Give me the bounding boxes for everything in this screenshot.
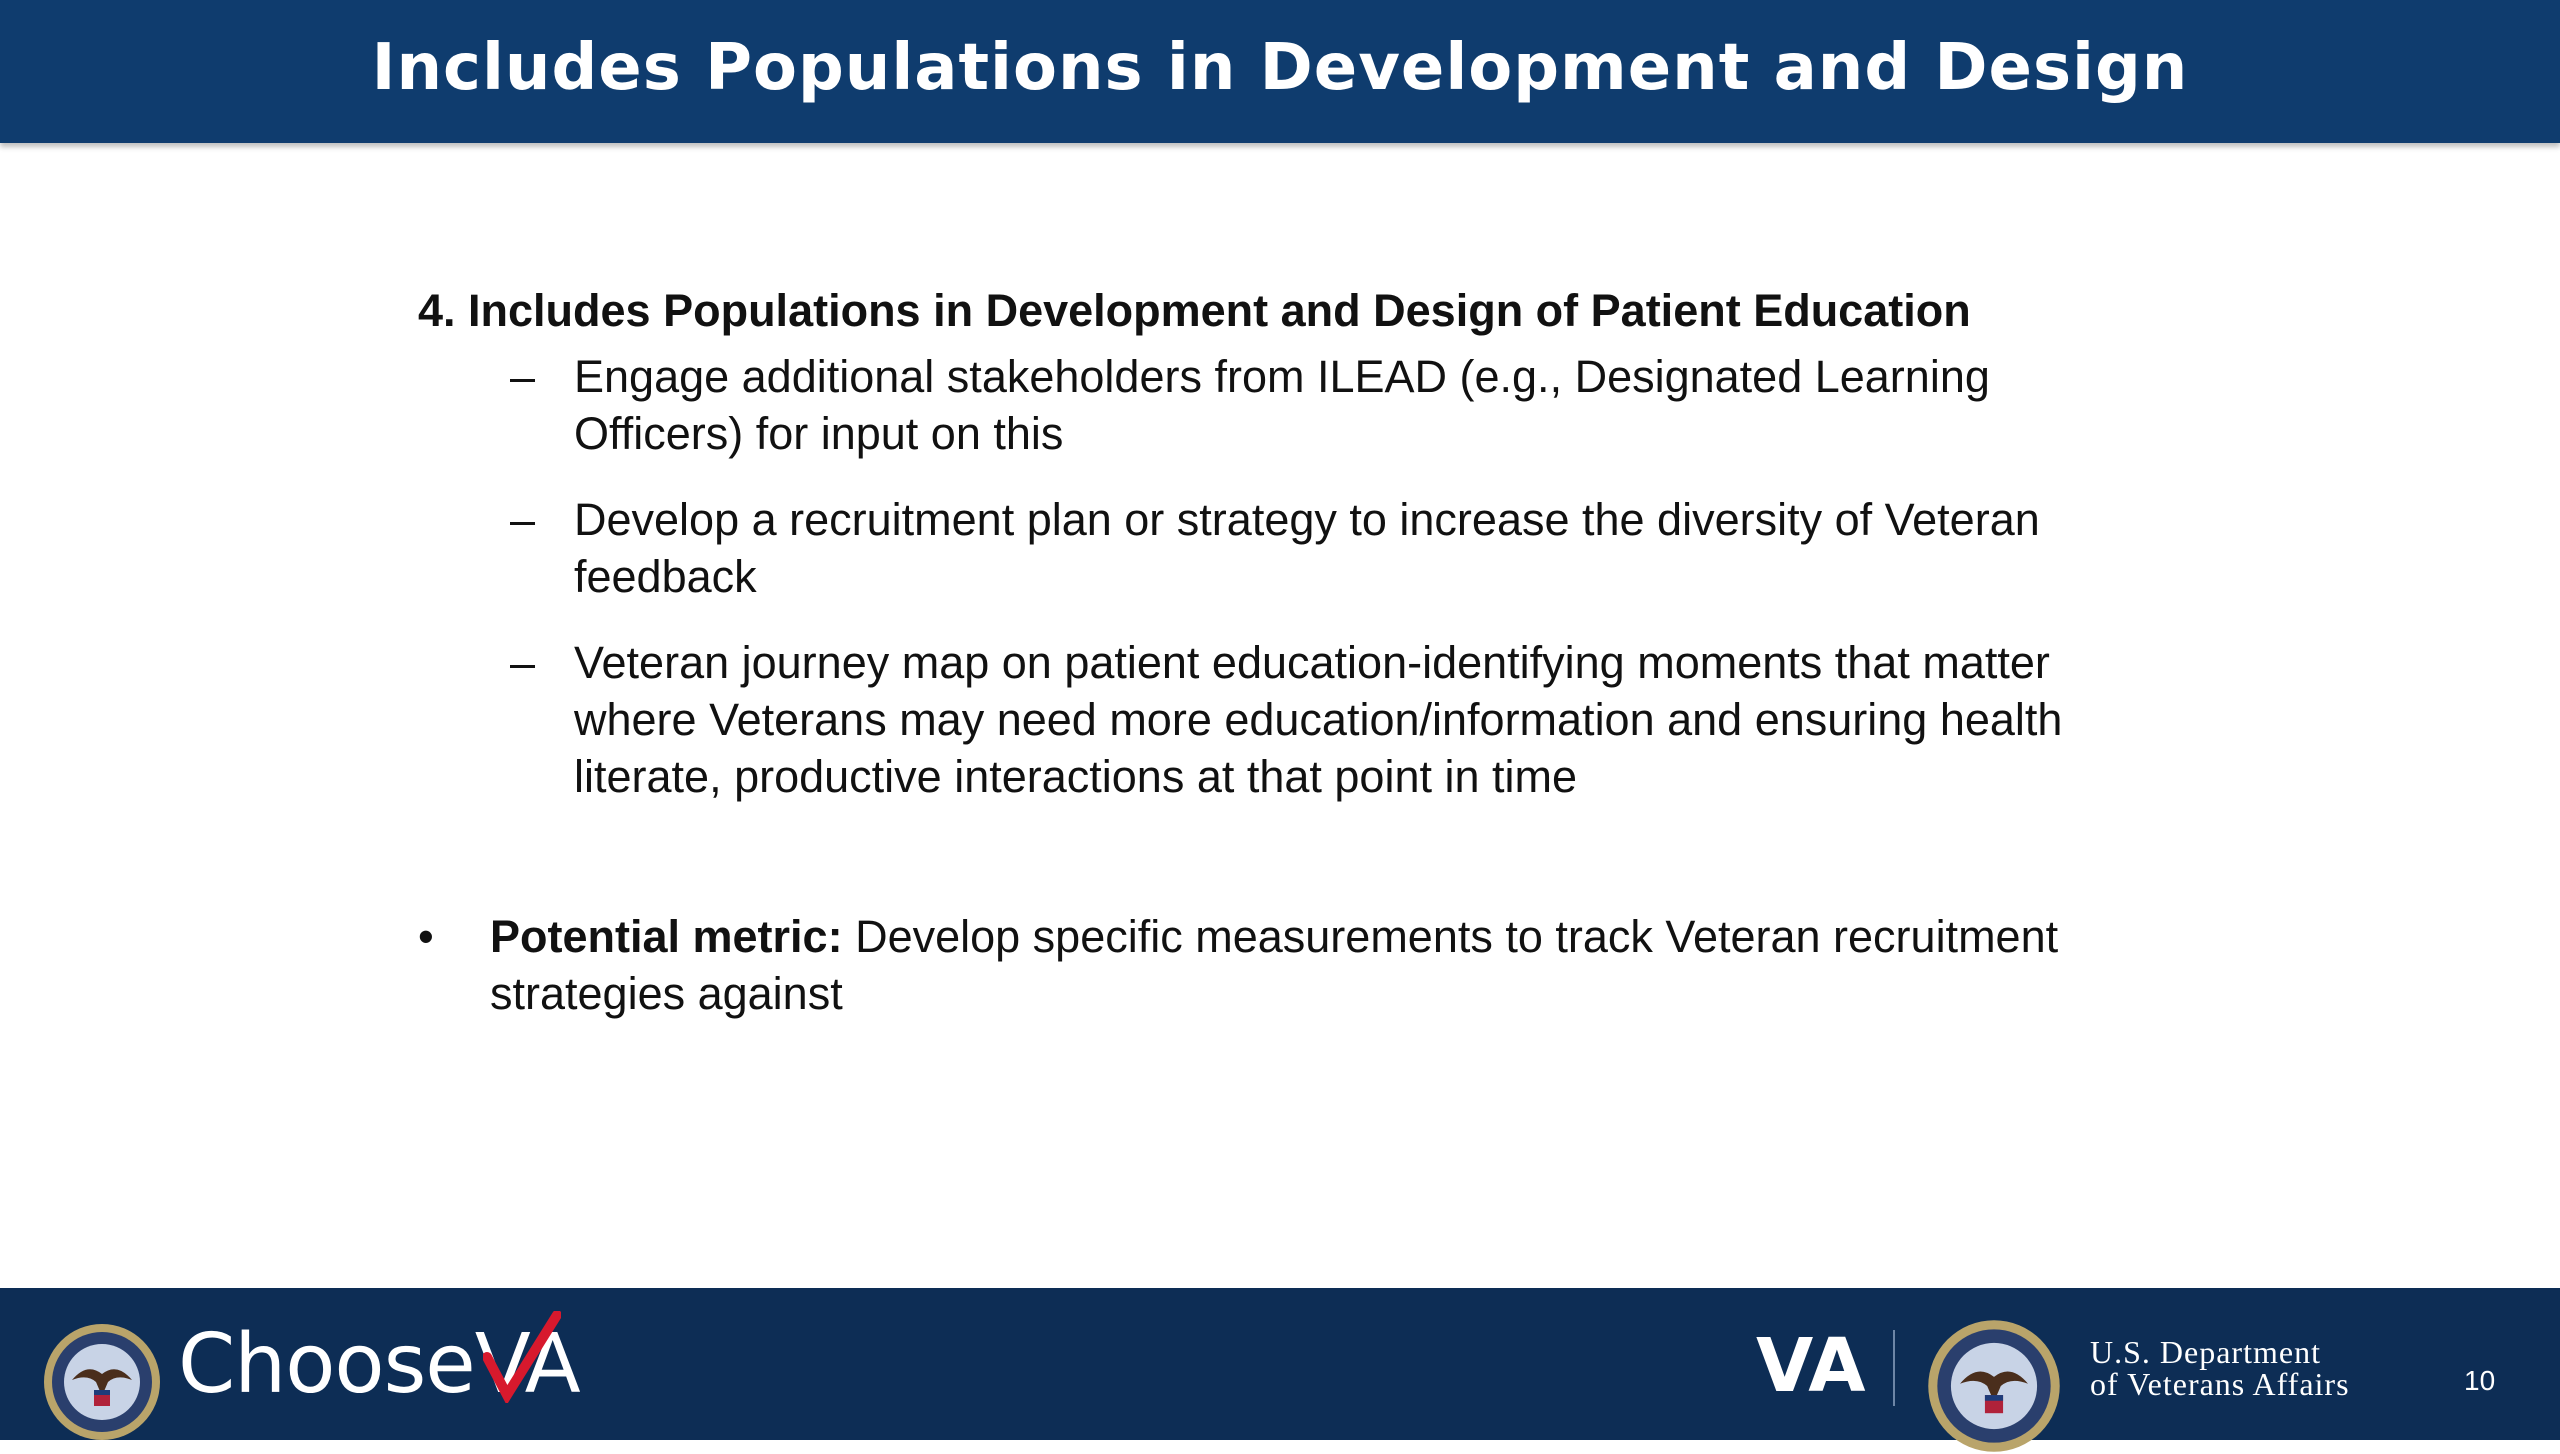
choose-va-text: VA [475,1317,580,1412]
choose-text: Choose [178,1317,475,1412]
dash-marker: – [510,351,536,402]
sub-item [418,634,2118,805]
dept-line-1: U.S. Department [2090,1334,2321,1370]
metric-text: Develop specific measurements to track Veteran recruitment strategies against [490,911,2059,1019]
metric-label: Potential metric: [490,911,843,962]
department-name [2090,1336,2350,1400]
sub-item-list [418,348,2118,805]
bullet-marker: • [418,911,434,962]
title-bar [0,0,2560,143]
page-number: 10 [2464,1365,2496,1396]
va-seal-icon [42,1322,162,1442]
slide-body [418,278,2118,1022]
slide-title: Includes Populations in Development and Design [371,30,2189,105]
sub-item [418,491,2118,605]
sub-item-text: Veteran journey map on patient education-identifying moments that matter where Veterans may need more education/information and ensuring health literate, productive interactions at that point in time [574,637,2063,802]
metric-bullet [418,908,2118,1022]
choose-va-logo [178,1317,580,1412]
checkmark-icon [483,1311,561,1403]
va-seal-icon [1926,1318,2062,1454]
dash-marker: – [510,637,536,688]
sub-item [418,348,2118,462]
va-wordmark: VA [1756,1323,1866,1409]
dash-marker: – [510,494,536,545]
divider [1893,1330,1895,1406]
sub-item-text: Develop a recruitment plan or strategy to increase the diversity of Veteran feedback [574,494,2040,602]
sub-item-text: Engage additional stakeholders from ILEAD (e.g., Designated Learning Officers) for input on this [574,351,1990,459]
section-heading: 4. Includes Populations in Development and Design of Patient Education [418,285,1971,336]
dept-line-2: of Veterans Affairs [2090,1366,2350,1402]
